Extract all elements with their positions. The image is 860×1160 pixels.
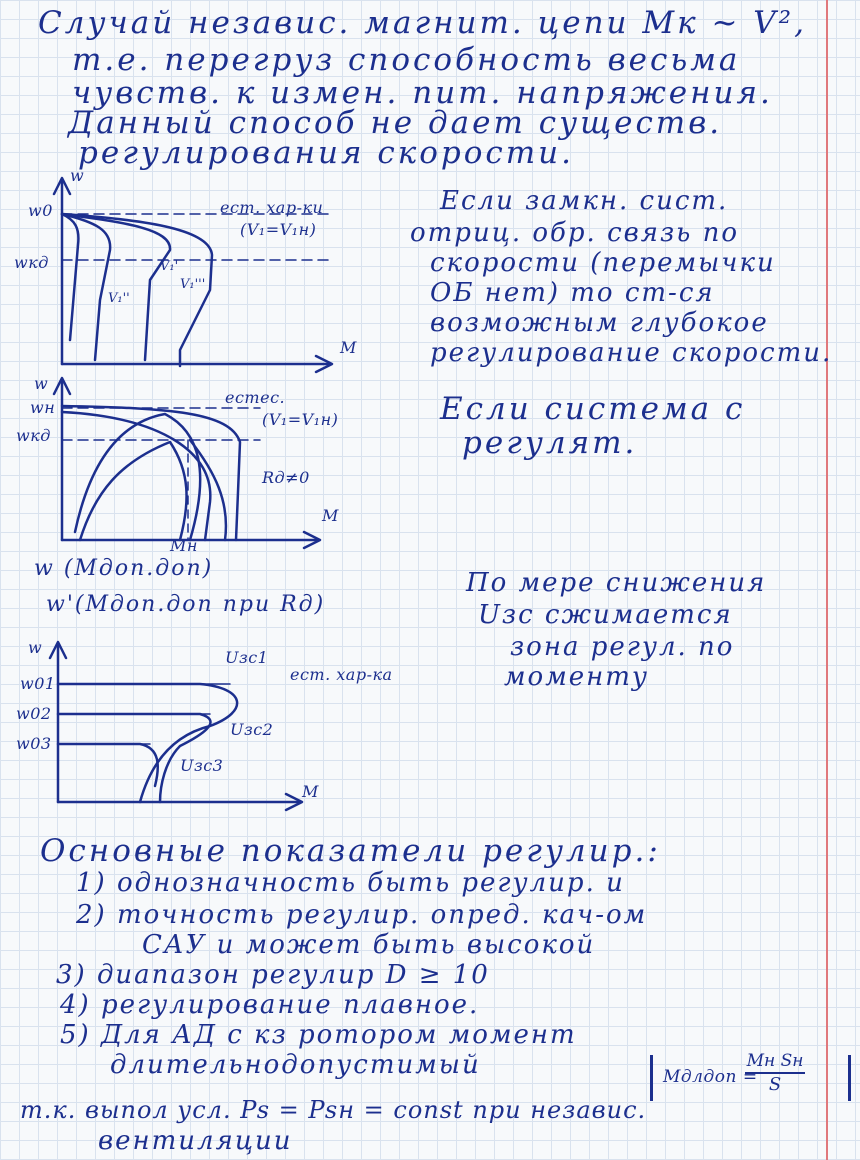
- summary-item-1: 1) однозначность быть регулир. и: [76, 868, 625, 898]
- graph3-tick-w03: w03: [16, 734, 52, 753]
- note3-line-2: Uзс сжимается: [478, 600, 733, 630]
- formula-fraction: [745, 1053, 805, 1094]
- intro-line-2: т.е. перегруз способность весьма: [72, 42, 741, 78]
- summary-item-3: 3) диапазон регулир D ≥ 10: [56, 960, 490, 990]
- graph1-v1p-label: V₁': [160, 259, 179, 274]
- intro-line-5: регулирования скорости.: [78, 135, 574, 171]
- summary-heading: Основные показатели регулир.:: [40, 833, 661, 869]
- margin-line: [826, 0, 828, 1160]
- graph2-mn-label: Mн: [170, 536, 198, 555]
- intro-line-3: чувств. к измен. пит. напряжения.: [72, 75, 773, 111]
- summary-item-2b: САУ и может быть высокой: [142, 930, 596, 960]
- formula-left: Мдлдоп =: [663, 1067, 758, 1087]
- graph2-natural-cond-label: (V₁=V₁н): [262, 410, 339, 429]
- note1-line-4: ОБ нет) то ст-ся: [430, 278, 715, 308]
- note1-line-2: отриц. обр. связь по: [410, 218, 739, 248]
- note2-line-2: регулят.: [462, 425, 638, 461]
- intro-line-4: Данный способ не дает существ.: [68, 105, 723, 141]
- note1-line-3: скорости (перемычки: [430, 248, 776, 278]
- graph3-uzs1-label: Uзс1: [225, 648, 269, 667]
- graph2-rd-label: Rд≠0: [262, 468, 310, 487]
- graph-1: [0, 166, 420, 380]
- graph2-natural-char-label: естес.: [225, 388, 286, 407]
- graph3-x-label: M: [302, 782, 319, 801]
- formula-numerator: Мн Sн: [745, 1053, 805, 1074]
- graph1-curve-v1ppp: [62, 214, 78, 340]
- note2-line-1: Если система с: [440, 391, 746, 427]
- formula-box: [650, 1051, 851, 1101]
- graph2-tick-wkd: wкд: [16, 426, 51, 445]
- summary-footer-1: т.к. выпол усл. Ps = Psн = const при независ.: [20, 1096, 647, 1124]
- graph3-natural-char-label: ест. хар-ка: [290, 665, 393, 684]
- graph1-natural-cond-label: (V₁=V₁н): [240, 220, 317, 239]
- graph2-legend-1: w (Мдоп.доп): [34, 556, 214, 581]
- note3-line-1: По мере снижения: [466, 568, 767, 598]
- summary-footer-2: вентиляции: [98, 1126, 293, 1156]
- graph1-v1pp-label: V₁'': [108, 291, 130, 306]
- summary-item-5: 5) Для АД с кз ротором момент: [60, 1020, 577, 1050]
- graph1-x-label: M: [340, 338, 357, 357]
- summary-item-5b: длительнодопустимый: [110, 1050, 481, 1080]
- note1-line-5: возможным глубокое: [430, 308, 769, 338]
- graph1-y-label: w: [70, 166, 85, 185]
- graph2-y-label: w: [34, 374, 49, 393]
- graph1-natural-char-label: ест. хар-ки: [220, 198, 324, 217]
- graph3-uzs3-curve: [58, 744, 158, 786]
- graph1-v1ppp-label: V₁''': [180, 277, 206, 292]
- graph3-tick-w02: w02: [16, 704, 52, 723]
- note3-line-4: моменту: [504, 662, 650, 692]
- graph1-tick-w0: w0: [28, 201, 53, 220]
- note1-line-1: Если замкн. сист.: [440, 186, 729, 216]
- note1-line-6: регулирование скорости.: [430, 338, 833, 368]
- summary-item-2: 2) точность регулир. опред. кач-ом: [76, 900, 648, 930]
- graph1-tick-wkd: wкд: [14, 253, 49, 272]
- note3-line-3: зона регул. по: [510, 632, 735, 662]
- intro-line-1: Случай независ. магнит. цепи Мк ~ V²,: [38, 5, 807, 41]
- summary-item-4: 4) регулирование плавное.: [60, 990, 480, 1020]
- graph3-uzs3-label: Uзс3: [180, 756, 224, 775]
- graph2-curve-low: [80, 442, 187, 540]
- graph2-x-label: M: [322, 506, 339, 525]
- graph3-tick-w01: w01: [20, 674, 56, 693]
- graph2-regulated-curve: [75, 414, 200, 540]
- graph3-y-label: w: [28, 638, 43, 657]
- formula-denominator: S: [768, 1074, 782, 1095]
- graph3-uzs2-label: Uзс2: [230, 720, 274, 739]
- graph2-tick-wn: wн: [30, 398, 56, 417]
- graph2-legend-2: w'(Мдоп.доп при Rд): [46, 592, 326, 617]
